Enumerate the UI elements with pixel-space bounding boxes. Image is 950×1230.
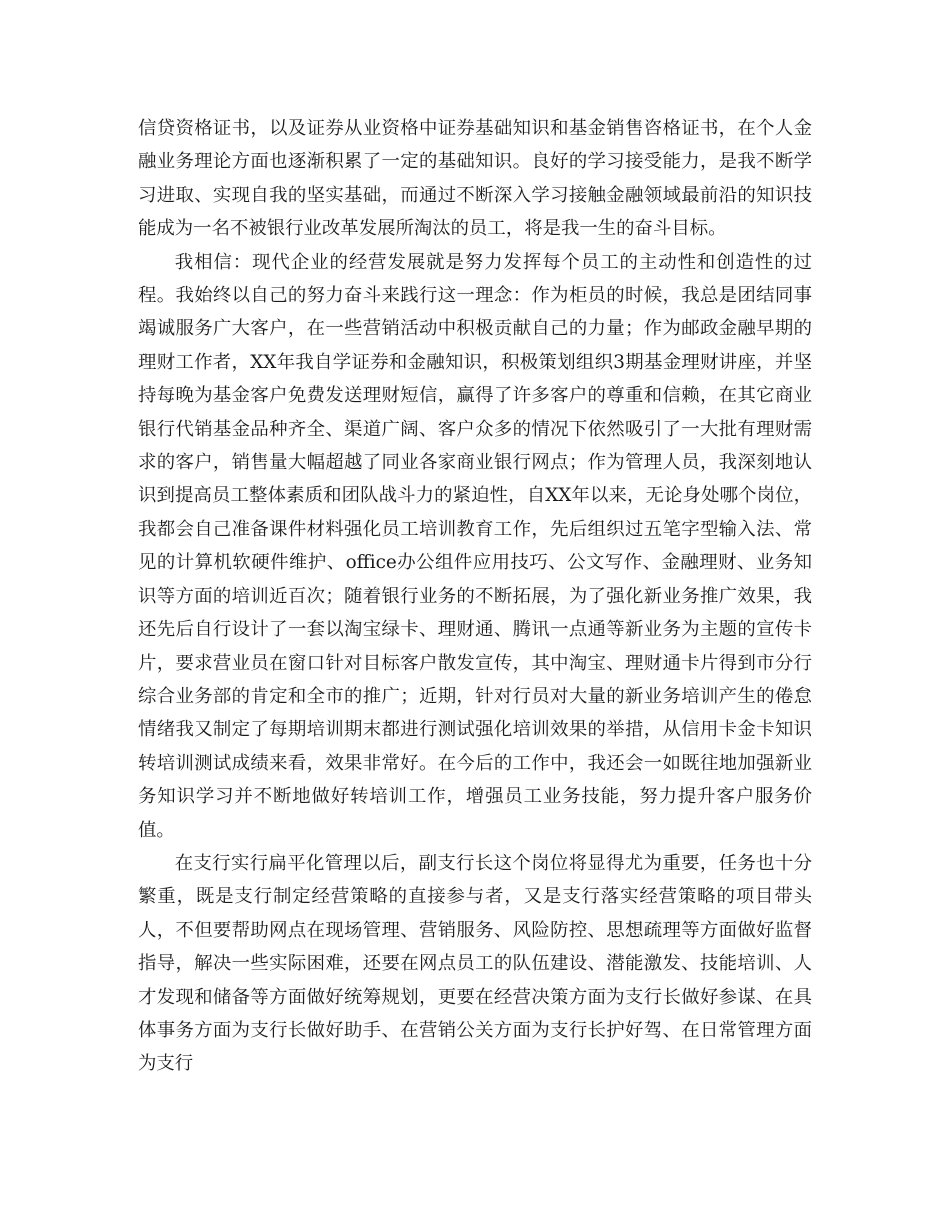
paragraph-2: 我相信：现代企业的经营发展就是努力发挥每个员工的主动性和创造性的过程。我始终以自己的努力奋斗来践行这一理念：作为柜员的时候，我总是团结同事竭诚服务广大客户，在一些营销活动中积极贡献自己的力量；作为邮政金融早期的理财工作者，XX年我自学证券和金融知识，积极策划组织3期基金理财讲座，并坚持每晚为基金客户免费发送理财短信，赢得了许多客户的尊重和信赖，在其它商业银行代销基金品种齐全、渠道广阔、客户众多的情况下依然吸引了一大批有理财需求的客户，销售量大幅超越了同业各家商业银行网点；作为管理人员，我深刻地认识到提高员工整体素质和团队战斗力的紧迫性，自XX年以来，无论身处哪个岗位，我都会自己准备课件材料强化员工培训教育工作，先后组织过五笔字型输入法、常见的计算机软硬件维护、office办公组件应用技巧、公文写作、金融理财、业务知识等方面的培训近百次；随着银行业务的不断拓展，为了强化新业务推广效果，我还先后自行设计了一套以淘宝绿卡、理财通、腾讯一点通等新业务为主题的宣传卡片，要求营业员在窗口针对目标客户散发宣传，其中淘宝、理财通卡片得到市分行综合业务部的肯定和全市的推广；近期，针对行员对大量的新业务培训产生的倦怠情绪我又制定了每期培训期末都进行测试强化培训效果的举措，从信用卡金卡知识转培训测试成绩来看，效果非常好。在今后的工作中，我还会一如既往地加强新业务知识学习并不断地做好转培训工作，增强员工业务技能，努力提升客户服务价值。 <box>138 251 812 841</box>
document-body <box>138 112 812 1081</box>
paragraph-1: 信贷资格证书，以及证券从业资格中证券基础知识和基金销售咨格证书，在个人金融业务理论方面也逐渐积累了一定的基础知识。良好的学习接受能力，是我不断学习进取、实现自我的坚实基础，而通过不断深入学习接触金融领域最前沿的知识技能成为一名不被银行业改革发展所淘汰的员工，将是我一生的奋斗目标。 <box>138 118 812 240</box>
paragraph-3: 在支行实行扁平化管理以后，副支行长这个岗位将显得尤为重要，任务也十分繁重，既是支行制定经营策略的直接参与者，又是支行落实经营策略的项目带头人，不但要帮助网点在现场管理、营销服务、风险防控、思想疏理等方面做好监督指导，解决一些实际困难，还要在网点员工的队伍建设、潜能激发、技能培训、人才发现和储备等方面做好统筹规划，更要在经营决策方面为支行长做好参谋、在具体事务方面为支行长做好助手、在营销公关方面为支行长护好驾、在日常管理方面为支行 <box>138 852 812 1075</box>
